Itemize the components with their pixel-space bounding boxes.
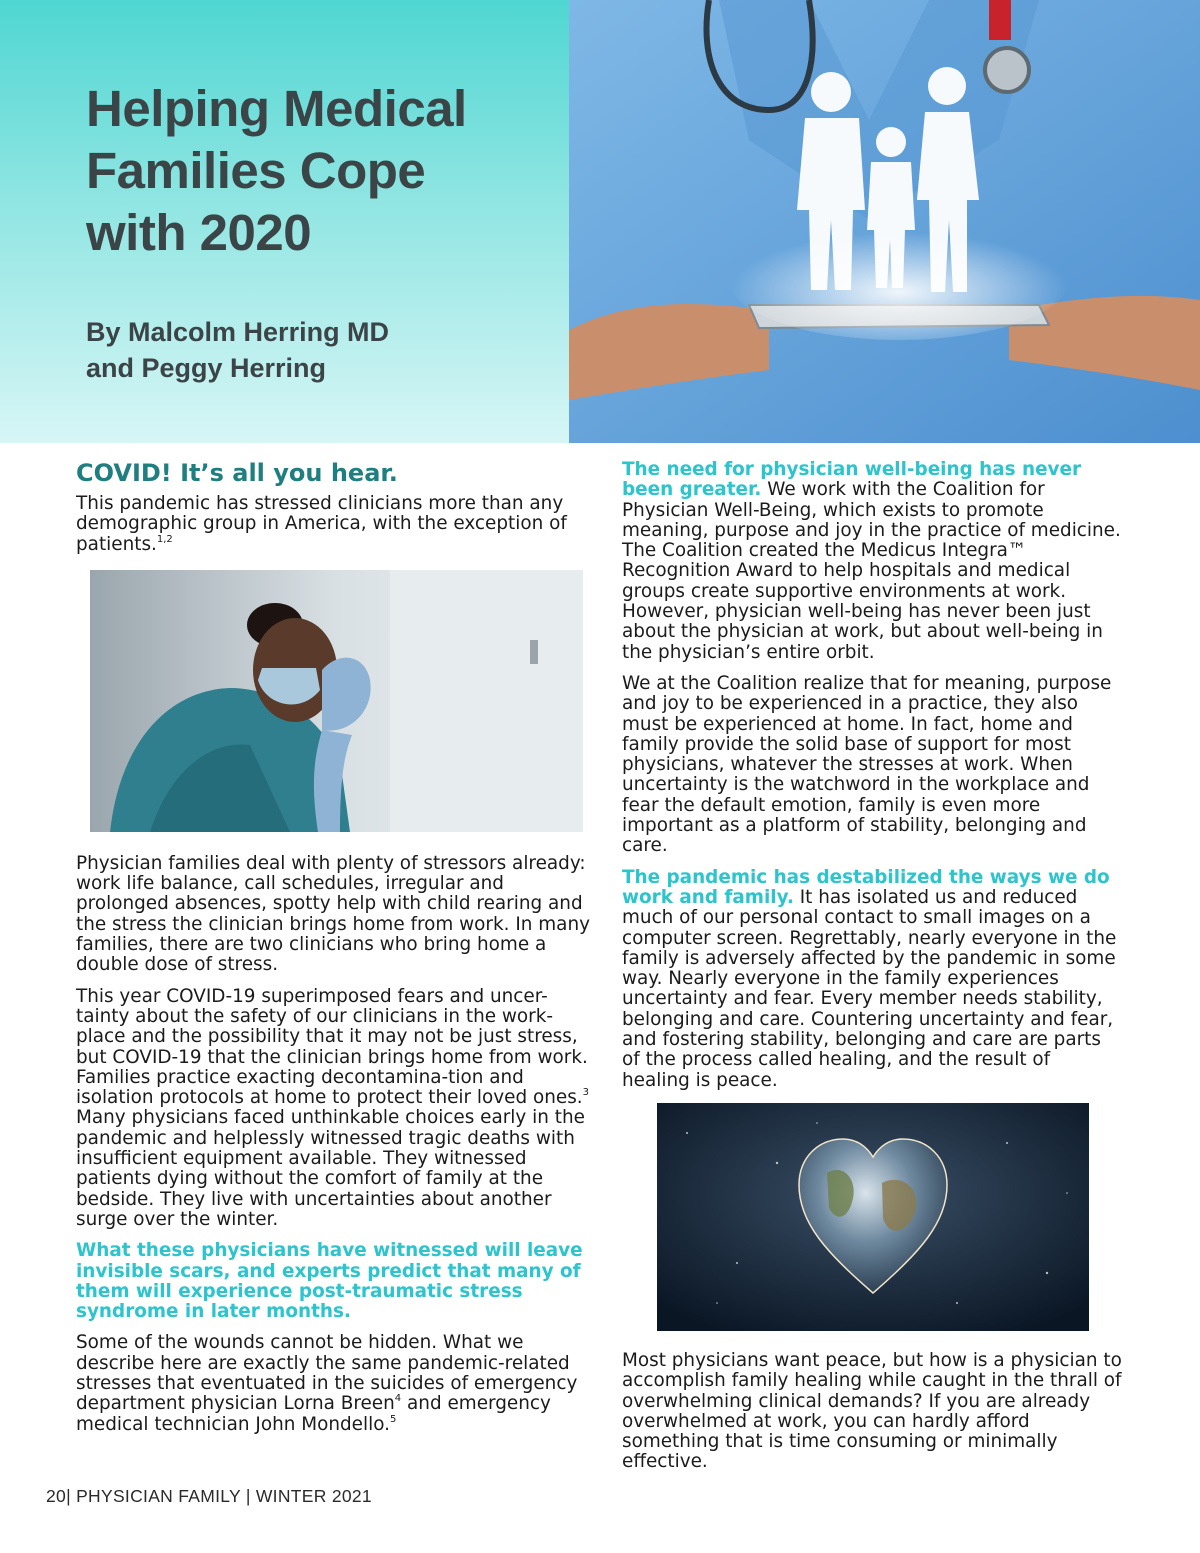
page-footer: 20| PHYSICIAN FAMILY | WINTER 2021 bbox=[46, 1486, 372, 1506]
paragraph bbox=[76, 1333, 592, 1434]
paragraph bbox=[622, 868, 1122, 1091]
footnote-ref: 5 bbox=[390, 1413, 397, 1425]
section-heading: COVID! It’s all you hear. bbox=[76, 459, 398, 487]
byline: By Malcolm Herring MD and Peggy Herring bbox=[86, 317, 390, 383]
paragraph-text: It has isolated us and reduced much of our personal contact to small images on a computer screen. Regrettably, nearly everyone in the family is adversely affected by the pandemic in some way. Nearly everyone in the family experiences uncertainty and fear. Every member needs stability, belonging and care. Countering uncertainty and fear, and fostering stability, belonging and care are parts of the process called healing, and the result of healing is peace. bbox=[622, 886, 1117, 1091]
footnote-ref: 1,2 bbox=[156, 533, 173, 545]
lead-highlight: The need for physician well-being has never been greater. bbox=[622, 459, 1082, 501]
article-title: Helping Medical Families Cope with 2020 bbox=[86, 80, 467, 261]
lead-highlight: The pandemic has destabilized the ways we do work and family. bbox=[622, 866, 1110, 908]
paragraph-text: and emergency medical technician John Mondello. bbox=[76, 1393, 551, 1435]
paragraph: We at the Coalition realize that for meaning, purpose and joy to be experienced in a practice, they also must be experienced at home. In fact, home and family provide the solid base of support for most physicians, whatever the stresses at work. When uncertainty is the watchword in the workplace and fear the default emotion, family is even more important as a platform of stability, belonging and care. bbox=[622, 672, 1112, 857]
right-column bbox=[622, 460, 1122, 1484]
pull-quote: What these physicians have witnessed will leave invisible scars, and experts predict that many of them will experience post-traumatic stress syndrome in later months. bbox=[76, 1240, 583, 1323]
photo-heart-earth bbox=[657, 1103, 1089, 1331]
footnote-ref: 4 bbox=[394, 1393, 402, 1405]
photo-nurse-exhausted bbox=[90, 570, 583, 832]
paragraph-text: Some of the wounds cannot be hidden. What we describe here are exactly the same pandemic-related stresses that eventuated in the suicides of emergency department physician Lorna Breen bbox=[76, 1332, 578, 1415]
paragraph-text: Many physicians faced unthinkable choices early in the pandemic and helplessly witnessed tragic deaths with insufficient equipment available. They witnessed patients dying without the comfort of family at the bedside. They live with uncertainties about another surge over the winter. bbox=[76, 1107, 585, 1230]
footnote-ref: 3 bbox=[582, 1087, 590, 1099]
paragraph-text: We work with the Coalition for Physician Well-Being, which exists to promote meaning, purpose and joy in the practice of medicine. The Coalition created the Medicus Integra™ Recognition Award to help hospitals and medical groups create supportive environments at work. However, physician well-being has never been just about the physician at work, but about well-being in the physician’s entire orbit. bbox=[622, 479, 1121, 663]
paragraph bbox=[622, 460, 1122, 663]
paragraph: Physician families deal with plenty of stressors already: work life balance, call schedules, irregular and prolonged absences, spotty help with child rearing and the stress the clinician brings home from work. In many families, there are two clinicians who bring home a double dose of stress. bbox=[76, 852, 590, 976]
left-column bbox=[76, 458, 592, 1446]
paragraph bbox=[76, 494, 592, 555]
paragraph-text: This pandemic has stressed clinicians more than any demographic group in America, with the exception of patients. bbox=[76, 493, 567, 555]
paragraph-text: This year COVID-19 superimposed fears and uncer-tainty about the safety of our clinicians in the work-place and the possibility that it may not be just stress, but COVID-19 that the clinician brings home from work. Families practice exacting decontamina-tion and isolation protocols at home to protect their loved ones. bbox=[76, 985, 588, 1109]
paragraph: Most physicians want peace, but how is a physician to accomplish family healing while caught in the thrall of overwhelming clinical demands? If you are already overwhelmed at work, you can hardly afford something that is time consuming or minimally effective. bbox=[622, 1349, 1122, 1473]
paragraph bbox=[76, 987, 592, 1231]
hero-photo-doctor-family bbox=[569, 0, 1200, 443]
